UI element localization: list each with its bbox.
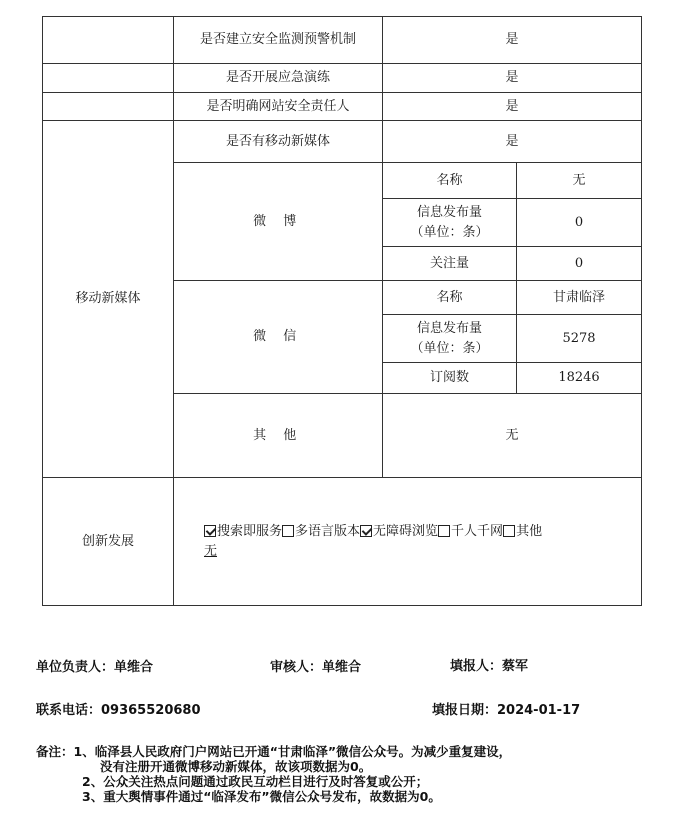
blank-cell (43, 17, 174, 64)
innovation-other-text: 无 (204, 543, 218, 559)
option-other (503, 524, 542, 539)
option-label: 无障碍浏览 (373, 523, 439, 539)
row-value: 是 (383, 17, 642, 64)
option-label: 千人千网 (451, 523, 504, 539)
note-line: 3、重大舆情事件通过“临泽发布”微信公众号发布，故数据为0。 (82, 789, 441, 804)
weixin-name-value: 甘肃临泽 (517, 281, 642, 315)
other-media-label: 其 他 (174, 394, 383, 478)
weixin-posts-value: 5278 (517, 315, 642, 363)
has-mobile-label: 是否有移动新媒体 (174, 121, 383, 163)
weixin-posts-label-text: 信息发布量（单位：条） (410, 320, 489, 356)
report-date: 填报日期：2024-01-17 (432, 703, 581, 718)
weixin-subscribers-label: 订阅数 (383, 363, 517, 394)
has-mobile-value: 是 (383, 121, 642, 163)
blank-cell (43, 93, 174, 121)
weixin-label: 微 信 (174, 281, 383, 394)
checkbox-empty-icon (282, 525, 294, 537)
row-value: 是 (383, 64, 642, 93)
other-media-value: 无 (383, 394, 642, 478)
checkbox-checked-icon (204, 525, 216, 537)
option-label: 多语言版本 (295, 523, 361, 539)
weixin-posts-label (383, 315, 517, 363)
checkbox-empty-icon (438, 525, 450, 537)
weibo-label: 微 博 (174, 163, 383, 281)
weibo-posts-label (383, 199, 517, 247)
note-line: 没有注册开通微博移动新媒体，故该项数据为0。 (100, 759, 372, 774)
note-line: 备注：1、临泽县人民政府门户网站已开通“甘肃临泽”微信公众号。为减少重复建设， (36, 744, 512, 759)
row-label: 是否开展应急演练 (174, 64, 383, 93)
row-label (174, 17, 383, 64)
contact-phone: 联系电话：09365520680 (36, 703, 201, 718)
weibo-followers-value: 0 (517, 247, 642, 281)
row-label-text: 是否建立安全监测预警机制 (199, 32, 356, 47)
option-personalized (438, 524, 503, 539)
unit-head: 单位负责人：单维合 (36, 660, 154, 675)
innovation-label: 创新发展 (43, 478, 174, 606)
reporter: 填报人：蔡军 (450, 659, 529, 674)
weibo-posts-value: 0 (517, 199, 642, 247)
weibo-posts-label-text: 信息发布量（单位：条） (410, 204, 489, 240)
checkbox-empty-icon (503, 525, 515, 537)
weibo-followers-label: 关注量 (383, 247, 517, 281)
report-table (42, 16, 642, 606)
checkbox-checked-icon (360, 525, 372, 537)
weibo-name-label: 名称 (383, 163, 517, 199)
row-label: 是否明确网站安全责任人 (174, 93, 383, 121)
innovation-options (174, 478, 642, 606)
option-label: 其他 (516, 523, 543, 539)
weibo-name-value: 无 (517, 163, 642, 199)
notes (36, 744, 656, 804)
option-search-service (204, 524, 282, 539)
mobile-section-label: 移动新媒体 (43, 121, 174, 478)
row-value: 是 (383, 93, 642, 121)
option-label: 搜索即服务 (217, 523, 283, 539)
option-accessibility (360, 524, 438, 539)
note-line: 2、公众关注热点问题通过政民互动栏目进行及时答复或公开； (82, 774, 429, 789)
option-multilingual (282, 524, 360, 539)
weixin-name-label: 名称 (383, 281, 517, 315)
reviewer: 审核人：单维合 (270, 660, 362, 675)
blank-cell (43, 64, 174, 93)
weixin-subscribers-value: 18246 (517, 363, 642, 394)
